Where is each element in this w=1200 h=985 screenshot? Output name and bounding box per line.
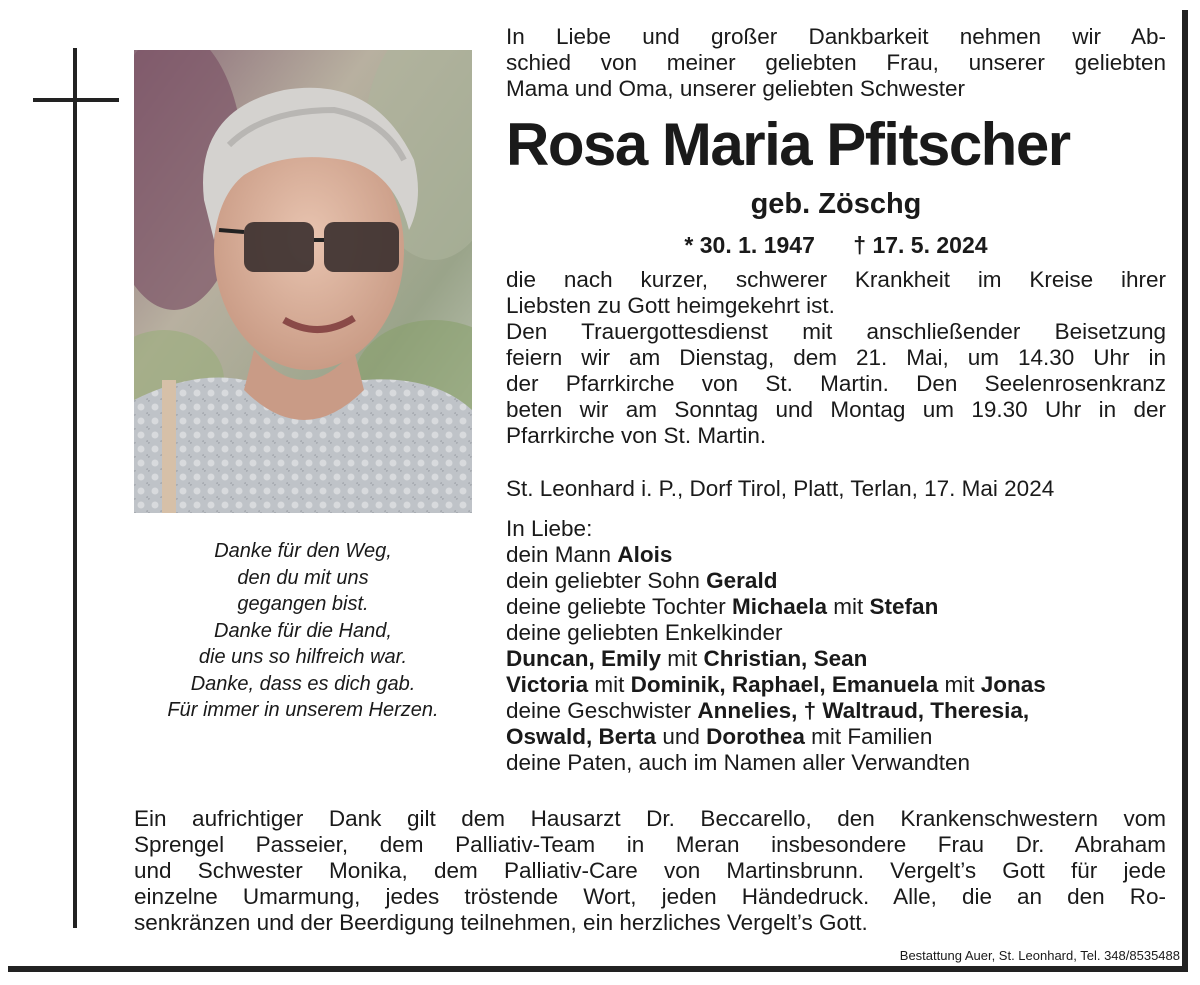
birth-name: geb. Zöschg [750, 188, 922, 220]
thanks-line: und Schwester Monika, dem Palliativ-Care von Martinsbrunn. Vergelt’s Gott für jede [134, 858, 1166, 883]
thanks-line: senkränzen und der Beerdigung teilnehmen, ein herzliches Vergelt’s Gott. [134, 910, 868, 935]
intro-line: In Liebe und großer Dankbarkeit nehmen wir Ab- [506, 24, 1166, 49]
poem-line: gegangen bist. [237, 593, 369, 615]
family-line: Duncan, Emily mit Christian, Sean [506, 646, 868, 671]
life-dates [506, 230, 1166, 260]
body-line: feiern wir am Dienstag, dem 21. Mai, um 14.30 Uhr in [506, 345, 1166, 370]
thanks-line: Sprengel Passeier, dem Palliativ-Team in Meran insbesondere Frau Dr. Abraham [134, 832, 1166, 857]
deceased-name: Rosa Maria Pfitscher [506, 111, 1070, 178]
poem-line: Danke, dass es dich gab. [190, 672, 416, 695]
thanks-line: Ein aufrichtiger Dank gilt dem Hausarzt Dr. Beccarello, den Krankenschwestern vom [134, 806, 1166, 831]
family-line: deine geliebten Enkelkinder [506, 620, 783, 645]
body-line: Pfarrkirche von St. Martin. [506, 423, 767, 448]
poem-line: Danke für den Weg, [214, 540, 392, 562]
family-line: Victoria mit Dominik, Raphael, Emanuela mit Jonas [506, 672, 1046, 697]
body-line: Den Trauergottesdienst mit anschließender Beisetzung [506, 319, 1166, 344]
family-line: Oswald, Berta und Dorothea mit Familien [506, 724, 933, 749]
family-line: deine geliebte Tochter Michaela mit Stefan [506, 594, 939, 619]
body-line: der Pfarrkirche von St. Martin. Den Seelenrosenkranz [506, 371, 1166, 396]
poem [134, 538, 472, 724]
poem-line: Für immer in unserem Herzen. [167, 699, 439, 721]
cross-vertical-bar [73, 48, 77, 928]
family-heading: In Liebe: [506, 516, 593, 541]
body-line: Liebsten zu Gott heimgekehrt ist. [506, 293, 835, 318]
intro-text [506, 24, 1166, 102]
thanks-text [134, 806, 1166, 936]
body-line: die nach kurzer, schwerer Krankheit im Kreise ihrer [506, 267, 1166, 292]
place-and-date: St. Leonhard i. P., Dorf Tirol, Platt, Terlan, 17. Mai 2024 [506, 476, 1055, 501]
family-list [506, 516, 1166, 776]
poem-line: Danke für die Hand, [214, 619, 392, 642]
poem-line: die uns so hilfreich war. [198, 646, 408, 668]
body-line: beten wir am Sonntag und Montag um 19.30 Uhr in der [506, 397, 1166, 422]
intro-line: schied von meiner geliebten Frau, unserer geliebten [506, 50, 1166, 75]
thanks-line: einzelne Umarmung, jedes tröstende Wort, jeden Händedruck. Alle, die an den Ro- [134, 884, 1166, 909]
poem-line: den du mit uns [237, 566, 369, 589]
family-line: deine Geschwister Annelies, † Waltraud, Theresia, [506, 698, 1030, 723]
death-date: † 17. 5. 2024 [853, 232, 988, 258]
birth-date: * 30. 1. 1947 [684, 232, 815, 258]
announcement-text [506, 267, 1166, 449]
family-line: dein Mann Alois [506, 542, 673, 567]
intro-line: Mama und Oma, unserer geliebten Schwester [506, 76, 965, 101]
family-line: dein geliebter Sohn Gerald [506, 568, 778, 593]
portrait-illustration [134, 50, 472, 513]
portrait-photo [134, 50, 472, 513]
cross-horizontal-bar [33, 98, 119, 102]
funeral-home-credit: Bestattung Auer, St. Leonhard, Tel. 348/8535488 [899, 948, 1180, 963]
family-line: deine Paten, auch im Namen aller Verwandten [506, 750, 971, 775]
